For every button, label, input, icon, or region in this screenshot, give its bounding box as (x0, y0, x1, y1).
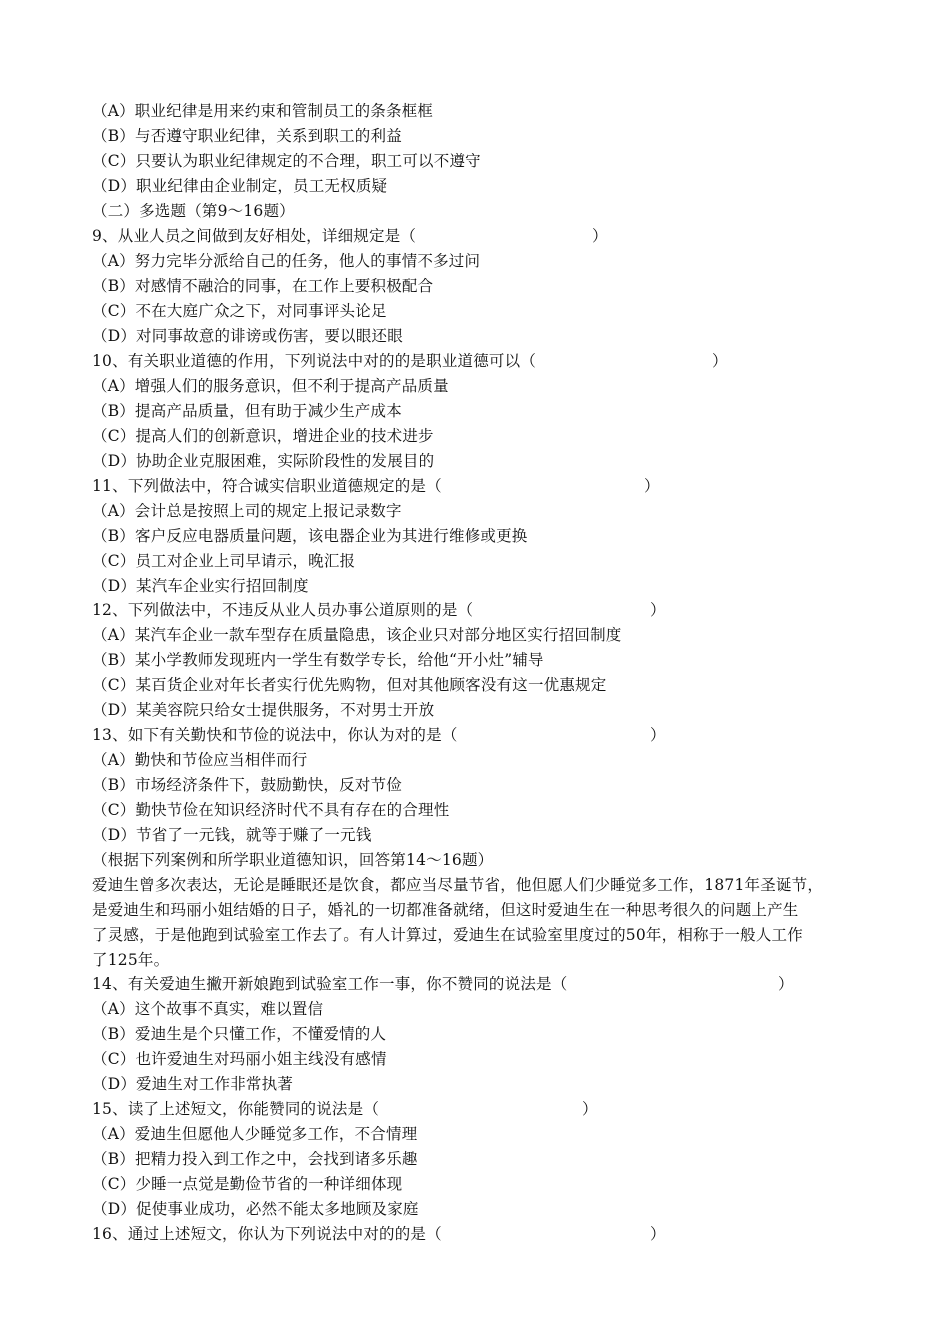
q8-option-b: （B）与否遵守职业纪律，关系到职工的利益 (92, 127, 402, 145)
question-15-close-paren: ） (582, 1100, 598, 1118)
question-16-close-paren: ） (650, 1225, 666, 1243)
q8-option-d: （D）职业纪律由企业制定，员工无权质疑 (92, 177, 388, 195)
q10-option-d: （D）协助企业克服困难，实际阶段性的发展目的 (92, 452, 435, 470)
question-11-close-paren: ） (644, 477, 660, 495)
question-15: 15、读了上述短文，你能赞同的说法是（ (92, 1100, 380, 1118)
q9-option-d: （D）对同事故意的诽谤或伤害，要以眼还眼 (92, 327, 403, 345)
q11-option-d: （D）某汽车企业实行招回制度 (92, 577, 309, 595)
question-14: 14、有关爱迪生撇开新娘跑到试验室工作一事，你不赞同的说法是（ (92, 975, 568, 993)
question-16: 16、通过上述短文，你认为下列说法中对的的是（ (92, 1225, 442, 1243)
question-12-close-paren: ） (650, 601, 666, 619)
q11-option-b: （B）客户反应电器质量问题，该电器企业为其进行维修或更换 (92, 527, 528, 545)
q13-option-b: （B）市场经济条件下，鼓励勤快，反对节俭 (92, 776, 402, 794)
q11-option-c: （C）员工对企业上司早请示，晚汇报 (92, 552, 356, 570)
question-13-close-paren: ） (650, 726, 666, 744)
q13-option-a: （A）勤快和节俭应当相伴而行 (92, 751, 308, 769)
q15-option-c: （C）少睡一点觉是勤俭节省的一种详细体现 (92, 1175, 403, 1193)
case-paragraph-line-1: 爱迪生曾多次表达，无论是睡眠还是饮食，都应当尽量节省，他但愿人们少睡觉多工作，1871年圣诞节， (92, 876, 824, 894)
q10-option-c: （C）提高人们的创新意识，增进企业的技术进步 (92, 427, 434, 445)
q11-option-a: （A）会计总是按照上司的规定上报记录数字 (92, 502, 402, 520)
q9-option-a: （A）努力完毕分派给自己的任务，他人的事情不多过问 (92, 252, 481, 270)
q10-option-b: （B）提高产品质量，但有助于减少生产成本 (92, 402, 402, 420)
q12-option-a: （A）某汽车企业一款车型存在质量隐患，该企业只对部分地区实行招回制度 (92, 626, 622, 644)
q14-option-c: （C）也许爱迪生对玛丽小姐主线没有感情 (92, 1050, 387, 1068)
q14-option-a: （A）这个故事不真实，难以置信 (92, 1000, 324, 1018)
case-paragraph-line-2: 是爱迪生和玛丽小姐结婚的日子，婚礼的一切都准备就绪，但这时爱迪生在一种思考很久的问题上产生 (92, 901, 799, 919)
q14-option-d: （D）爱迪生对工作非常执著 (92, 1075, 294, 1093)
q13-option-d: （D）节省了一元钱，就等于赚了一元钱 (92, 826, 372, 844)
q14-option-b: （B）爱迪生是个只懂工作，不懂爱情的人 (92, 1025, 387, 1043)
q15-option-a: （A）爱迪生但愿他人少睡觉多工作，不合情理 (92, 1125, 418, 1143)
case-paragraph-line-3: 了灵感，于是他跑到试验室工作去了。有人计算过，爱迪生在试验室里度过的50年，相称于一般人工作 (92, 926, 803, 944)
question-11: 11、下列做法中，符合诚实信职业道德规定的是（ (92, 477, 442, 495)
case-instruction: （根据下列案例和所学职业道德知识，回答第14～16题） (92, 851, 494, 869)
q12-option-d: （D）某美容院只给女士提供服务，不对男士开放 (92, 701, 435, 719)
question-9-close-paren: ） (592, 227, 608, 245)
q15-option-d: （D）促使事业成功，必然不能太多地顾及家庭 (92, 1200, 419, 1218)
q8-option-a: （A）职业纪律是用来约束和管制员工的条条框框 (92, 102, 434, 120)
q8-option-c: （C）只要认为职业纪律规定的不合理，职工可以不遵守 (92, 152, 481, 170)
question-10: 10、有关职业道德的作用，下列说法中对的的是职业道德可以（ (92, 352, 537, 370)
q10-option-a: （A）增强人们的服务意识，但不利于提高产品质量 (92, 377, 449, 395)
q9-option-b: （B）对感情不融洽的同事，在工作上要积极配合 (92, 277, 434, 295)
question-9: 9、从业人员之间做到友好相处，详细规定是（ (92, 227, 417, 245)
question-12: 12、下列做法中，不违反从业人员办事公道原则的是（ (92, 601, 474, 619)
question-14-close-paren: ） (778, 975, 794, 993)
q12-option-b: （B）某小学教师发现班内一学生有数学专长，给他“开小灶”辅导 (92, 651, 544, 669)
question-10-close-paren: ） (712, 352, 728, 370)
question-13: 13、如下有关勤快和节俭的说法中，你认为对的是（ (92, 726, 458, 744)
section-heading-multiple-choice: （二）多选题（第9～16题） (92, 202, 295, 220)
q9-option-c: （C）不在大庭广众之下，对同事评头论足 (92, 302, 387, 320)
case-paragraph-line-4: 了125年。 (92, 951, 170, 969)
q13-option-c: （C）勤快节俭在知识经济时代不具有存在的合理性 (92, 801, 450, 819)
q15-option-b: （B）把精力投入到工作之中，会找到诸多乐趣 (92, 1150, 418, 1168)
q12-option-c: （C）某百货企业对年长者实行优先购物，但对其他顾客没有这一优惠规定 (92, 676, 607, 694)
